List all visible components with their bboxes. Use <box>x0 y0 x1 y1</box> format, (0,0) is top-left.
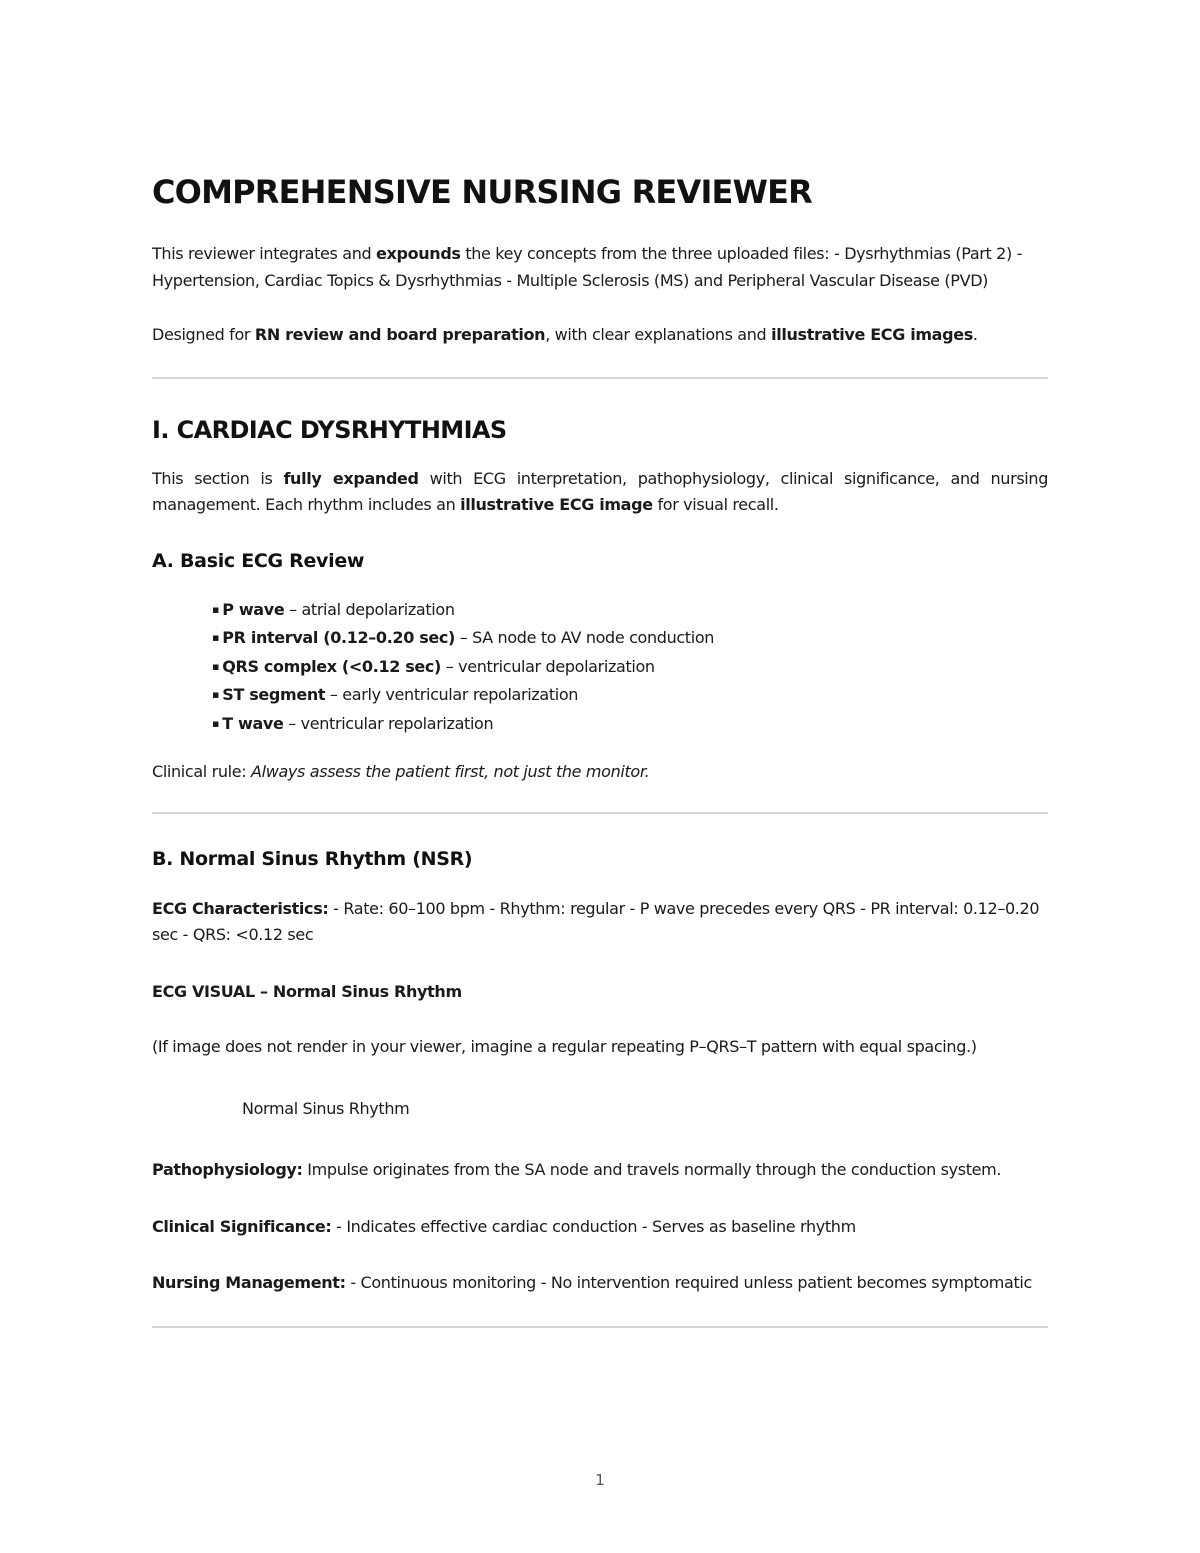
purpose-bold: RN review and board preparation <box>254 325 546 344</box>
nsr-clinical-significance-label: Clinical Significance: <box>152 1216 332 1236</box>
section-text: for visual recall. <box>652 495 779 514</box>
page-number: 1 <box>595 1471 605 1489</box>
list-item-desc: – ventricular repolarization <box>283 713 494 733</box>
intro-bold: expounds <box>376 244 461 263</box>
purpose-text: Designed for <box>152 325 255 344</box>
list-item-term: P wave <box>222 599 285 619</box>
list-item-desc: – SA node to AV node conduction <box>455 628 715 647</box>
list-item-desc: – ventricular depolarization <box>441 656 655 676</box>
purpose-bold: illustrative ECG images <box>771 325 973 344</box>
nsr-nursing-management-label: Nursing Management: <box>152 1273 346 1292</box>
nsr-characteristics <box>152 896 1048 949</box>
intro-text: This reviewer integrates and <box>152 244 377 263</box>
ecg-visual-label-text: ECG VISUAL – Normal Sinus Rhythm <box>152 981 462 1001</box>
section-bold: fully expanded <box>283 468 419 488</box>
list-item <box>212 711 1048 740</box>
list-item-desc: – atrial depolarization <box>284 599 455 619</box>
intro-text: the key concepts from the three uploaded files: - Dysrhythmias (Part 2) - Hypertension, Cardiac Topics & Dysrhythmias - Multiple Sclerosis (MS) and Peripheral Vascular Disease (PVD) <box>152 244 1023 290</box>
section-divider <box>152 1326 1048 1328</box>
purpose-text: . <box>972 325 978 344</box>
clinical-rule-label: Clinical rule: <box>152 762 252 781</box>
section-heading-dysrhythmias: I. CARDIAC DYSRHYTHMIAS <box>152 415 507 444</box>
clinical-rule <box>152 759 1048 786</box>
nsr-pathophysiology-text: Impulse originates from the SA node and travels normally through the conduction system. <box>302 1160 1002 1179</box>
list-item <box>212 654 1048 683</box>
clinical-rule-text: Always assess the patient first, not just the monitor. <box>251 762 650 781</box>
nsr-clinical-significance-text: - Indicates effective cardiac conduction - Serves as baseline rhythm <box>331 1216 856 1236</box>
list-item <box>212 682 1048 711</box>
subheading-basic-ecg: A. Basic ECG Review <box>152 549 365 572</box>
nsr-nursing-management <box>152 1270 1048 1297</box>
ecg-image-caption: Normal Sinus Rhythm <box>242 1098 410 1118</box>
list-item <box>212 597 1048 626</box>
list-item-term: PR interval (0.12–0.20 sec) <box>222 628 455 647</box>
nsr-characteristics-label: ECG Characteristics: <box>152 898 329 918</box>
purpose-paragraph <box>152 322 1048 349</box>
document-page <box>152 170 1048 1328</box>
ecg-visual-note: (If image does not render in your viewer, imagine a regular repeating P–QRS–T pattern with equal spacing.) <box>152 1037 977 1056</box>
subheading-nsr: B. Normal Sinus Rhythm (NSR) <box>152 847 473 870</box>
document-title: COMPREHENSIVE NURSING REVIEWER <box>152 173 813 211</box>
list-item-term: QRS complex (<0.12 sec) <box>222 656 441 676</box>
nsr-clinical-significance <box>152 1214 1048 1241</box>
nsr-characteristics-text: - Rate: 60–100 bpm - Rhythm: regular - P wave precedes every QRS - PR interval: 0.12–0.20 sec - QRS: <0.12 sec <box>152 898 1040 944</box>
section-text: with ECG interpretation, pathophysiology, clinical significance, and nursing management. Each rhythm includes an <box>152 468 1048 514</box>
ecg-components-list <box>152 597 1048 740</box>
section-text: This section is <box>152 468 284 488</box>
nsr-nursing-management-text: - Continuous monitoring - No intervention required unless patient becomes symptomatic <box>345 1273 1032 1292</box>
intro-paragraph <box>152 241 1048 294</box>
list-item <box>212 625 1048 654</box>
list-item-term: T wave <box>222 713 284 733</box>
section-bold: illustrative ECG image <box>460 495 653 514</box>
section-intro-paragraph <box>152 466 1048 519</box>
ecg-visual-label <box>152 979 1048 1006</box>
list-item-term: ST segment <box>222 685 326 704</box>
nsr-pathophysiology-label: Pathophysiology: <box>152 1160 303 1179</box>
list-item-desc: – early ventricular repolarization <box>325 685 579 704</box>
purpose-text: , with clear explanations and <box>545 325 772 344</box>
nsr-pathophysiology <box>152 1157 1048 1184</box>
